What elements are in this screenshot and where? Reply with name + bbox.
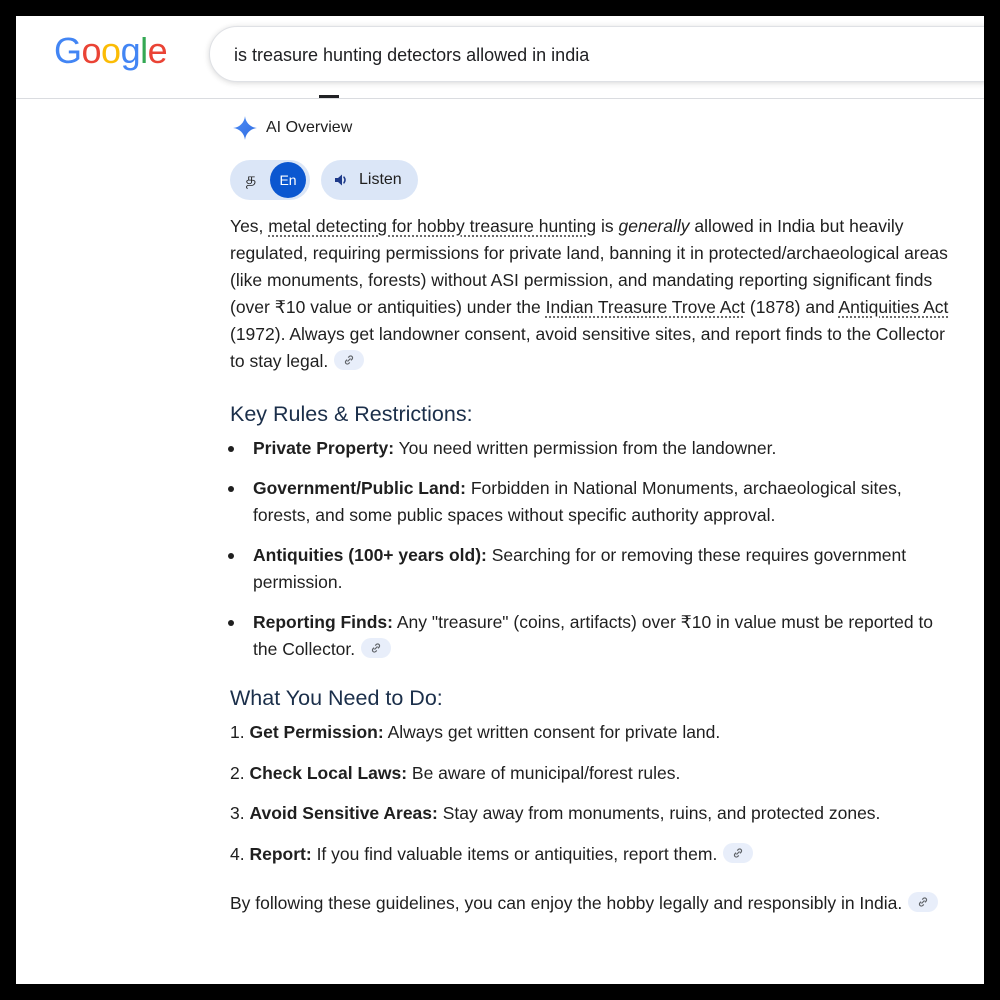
section-heading-steps: What You Need to Do: — [230, 686, 443, 710]
search-box[interactable] — [209, 26, 984, 82]
source-link-chip[interactable] — [723, 843, 753, 863]
source-link-chip[interactable] — [908, 892, 938, 912]
ai-overview-title: AI Overview — [266, 119, 353, 136]
browser-screen — [16, 16, 984, 984]
listen-label: Listen — [359, 171, 402, 188]
list-item — [230, 435, 950, 462]
bullet-icon — [228, 446, 234, 452]
list-item — [230, 800, 950, 827]
intro-text: (1972). Always get landowner consent, avoid sensitive sites, and report finds to the Collector to stay legal. — [230, 324, 945, 371]
rule-title: Antiquities (100+ years old): — [253, 545, 487, 565]
rule-text: Searching for or removing these requires government permission. — [253, 545, 907, 592]
term-link[interactable]: metal detecting for hobby treasure hunting — [268, 216, 597, 236]
bullet-icon — [228, 620, 234, 626]
lang-option-tamil[interactable]: த — [245, 171, 257, 188]
bullet-icon — [228, 553, 234, 559]
link-icon — [343, 354, 355, 366]
rule-title: Reporting Finds: — [253, 612, 393, 632]
source-link-chip[interactable] — [361, 638, 391, 658]
search-input[interactable] — [232, 41, 936, 69]
link-icon — [917, 896, 929, 908]
intro-text: (1878) and — [745, 297, 839, 317]
step-number: 4. — [230, 843, 245, 864]
step-text: Be aware of municipal/forest rules. — [407, 762, 681, 783]
intro-emphasis: generally — [618, 216, 690, 236]
gemini-spark-icon — [232, 115, 258, 141]
speaker-icon — [333, 172, 349, 188]
google-logo[interactable] — [54, 30, 167, 72]
ai-overview-header — [230, 116, 950, 140]
steps-list — [230, 719, 950, 868]
link-icon — [732, 847, 744, 859]
list-item — [230, 841, 950, 868]
active-tab-indicator — [319, 95, 339, 98]
logo-letter: e — [147, 30, 168, 71]
closing-paragraph — [230, 890, 950, 917]
logo-letter: l — [140, 30, 148, 71]
ai-overview-panel — [230, 116, 950, 917]
link-icon — [370, 642, 382, 654]
step-title: Report: — [249, 843, 312, 864]
rule-text: Forbidden in National Monuments, archaeological sites, forests, and some public spaces without specific authority approval. — [253, 478, 902, 525]
section-heading-rules: Key Rules & Restrictions: — [230, 402, 473, 426]
intro-text: is — [596, 216, 619, 236]
rule-title: Private Property: — [253, 438, 395, 458]
source-link-chip[interactable] — [334, 350, 364, 370]
language-controls — [230, 160, 950, 200]
rules-list — [230, 435, 950, 663]
search-header — [16, 16, 984, 99]
intro-paragraph — [230, 213, 950, 375]
rule-text: Any "treasure" (coins, artifacts) over ₹10 in value must be reported to the Collector. — [253, 612, 934, 659]
step-title: Avoid Sensitive Areas: — [249, 803, 438, 823]
rule-title: Government/Public Land: — [253, 478, 466, 498]
step-text: If you find valuable items or antiquities, report them. — [311, 843, 718, 864]
closing-text: By following these guidelines, you can enjoy the hobby legally and responsibly in India. — [230, 892, 903, 913]
step-number: 1. — [230, 722, 245, 742]
logo-letter: G — [54, 30, 82, 71]
step-text: Always get written consent for private land. — [383, 722, 721, 742]
step-title: Get Permission: — [249, 722, 384, 742]
step-title: Check Local Laws: — [249, 762, 408, 783]
intro-text: allowed in India but heavily regulated, requiring permissions for private land, banning it in protected/archaeological areas (like monuments, forests) without ASI permission, and mandating reporting significant finds (over ₹10 value or antiquities) under the — [230, 216, 948, 317]
bullet-icon — [228, 486, 234, 492]
term-link[interactable]: Antiquities Act — [838, 297, 949, 317]
logo-letter: o — [101, 30, 121, 71]
list-item — [230, 475, 950, 529]
term-link[interactable]: Indian Treasure Trove Act — [545, 297, 746, 317]
step-number: 2. — [230, 762, 245, 783]
listen-button[interactable] — [321, 160, 418, 200]
list-item — [230, 760, 950, 787]
language-toggle — [230, 160, 310, 200]
step-number: 3. — [230, 803, 245, 823]
rule-text: You need written permission from the landowner. — [394, 438, 777, 458]
list-item — [230, 719, 950, 746]
step-text: Stay away from monuments, ruins, and protected zones. — [437, 803, 881, 823]
list-item — [230, 542, 950, 596]
lang-option-english[interactable]: En — [270, 162, 306, 198]
intro-text: Yes, — [230, 216, 269, 236]
list-item — [230, 609, 950, 663]
logo-letter: o — [81, 30, 102, 71]
logo-letter: g — [120, 30, 141, 71]
